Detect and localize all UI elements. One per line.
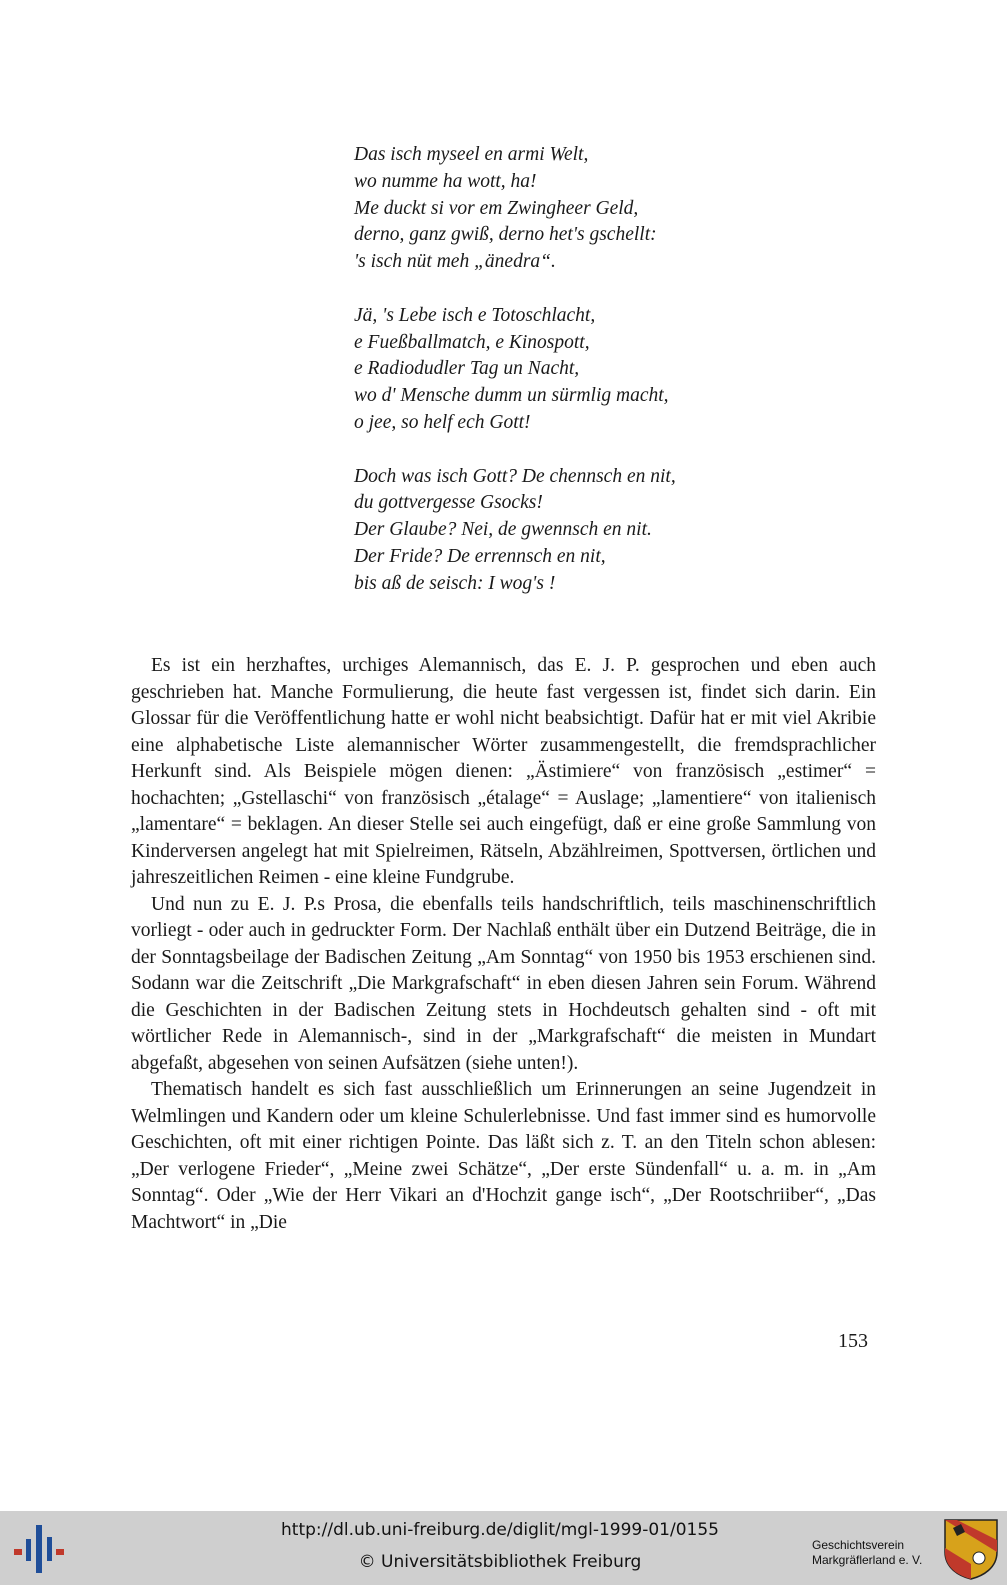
poem-line: Der Glaube? Nei, de gwennsch en nit. [354, 519, 652, 541]
poem-line: e Radiodudler Tag un Nacht, [354, 358, 580, 380]
society-line-1: Geschichtsverein [812, 1538, 905, 1552]
poem-line: bis aß de seisch: I wog's ! [354, 572, 556, 594]
body-text [131, 653, 876, 1236]
footer-url-link[interactable]: http://dl.ub.uni-freiburg.de/diglit/mgl-1999-01/0155 [281, 1520, 719, 1540]
poem-line: 's isch nüt meh „änedra“. [354, 251, 556, 273]
poem-line: wo numme ha wott, ha! [354, 170, 537, 192]
poem-line: Doch was isch Gott? De chennsch en nit, [354, 465, 676, 487]
poem-line: wo d' Mensche dumm un sürmlig macht, [354, 385, 669, 407]
society-name [812, 1538, 922, 1568]
poem-line: e Fueßballmatch, e Kinospott, [354, 331, 590, 353]
paragraph: Thematisch handelt es sich fast ausschließlich um Erinnerungen an seine Jugendzeit in Welmlingen und Kandern oder um kleine Schulerlebnisse. Und fast immer sind es humorvolle Geschichten, oft mit einer richtigen Pointe. Das läßt sich z. T. an den Titeln schon ablesen: „Der verlogene Frieder“, „Meine zwei Schätze“, „Der erste Sündenfall“ u. a. m. in „Am Sonntag“. Oder „Wie der Herr Vikari an d'Hochzit gange isch“, „Der Rootschriiber“, „Das Machtwort“ in „Die [131, 1079, 876, 1233]
poem-line: o jee, so helf ech Gott! [354, 411, 531, 433]
coat-of-arms-icon[interactable] [943, 1518, 999, 1580]
poem-line: du gottvergesse Gsocks! [354, 492, 543, 514]
poem-line: Das isch myseel en armi Welt, [354, 144, 589, 165]
poem-stanza-3 [354, 464, 774, 598]
society-line-2: Markgräflerland e. V. [812, 1553, 923, 1567]
page-number: 153 [838, 1330, 868, 1352]
footer-bar [0, 1511, 1007, 1585]
ub-freiburg-logo-icon[interactable] [14, 1523, 70, 1575]
poem [354, 142, 774, 624]
paragraph: Es ist ein herzhaftes, urchiges Alemannisch, das E. J. P. gesprochen und eben auch geschrieben hat. Manche Formulierung, die heute fast vergessen ist, findet sich darin. Ein Glossar für die Veröffentlichung hatte er wohl nicht beabsichtigt. Dafür hat er mit viel Akribie eine alphabetische Liste alemannischer Wörter zusammengestellt, die fremdsprachlicher Herkunft sind. Als Beispiele mögen dienen: „Ästimiere“ von französisch „estimer“ = hochachten; „Gstellaschi“ von französisch „étalage“ = Auslage; „lamentiere“ von italienisch „lamentare“ = beklagen. An dieser Stelle sei auch eingefügt, daß er eine große Sammlung von Kinderversen angelegt hat mit Spielreimen, Rätseln, Abzählreimen, Spottversen, örtlichen und jahreszeitlichen Reimen - eine kleine Fundgrube. [131, 655, 876, 888]
poem-stanza-2 [354, 303, 774, 437]
poem-line: derno, ganz gwiß, derno het's gschellt: [354, 224, 657, 246]
poem-line: Me duckt si vor em Zwingheer Geld, [354, 197, 639, 219]
paragraph: Und nun zu E. J. P.s Prosa, die ebenfalls teils handschriftlich, teils maschinenschriftlich vorliegt - oder auch in gedruckter Form. Der Nachlaß enthält über ein Dutzend Beiträge, die in der Sonntagsbeilage der Badischen Zeitung „Am Sonntag“ von 1950 bis 1953 erschienen sind. Sodann war die Zeitschrift „Die Markgrafschaft“ in eben diesen Jahren sein Forum. Während die Geschichten in der Badischen Zeitung stets in Hochdeutsch gehalten sind - oft mit wörtlicher Rede in Alemannisch-, sind in der „Markgrafschaft“ die meisten in Mundart abgefaßt, abgesehen von seinen Aufsätzen (siehe unten!). [131, 893, 876, 1074]
poem-stanza-1 [354, 142, 774, 276]
poem-line: Jä, 's Lebe isch e Totoschlacht, [354, 304, 596, 326]
footer-copyright: © Universitätsbibliothek Freiburg [358, 1552, 642, 1572]
poem-line: Der Fride? De errennsch en nit, [354, 545, 606, 567]
